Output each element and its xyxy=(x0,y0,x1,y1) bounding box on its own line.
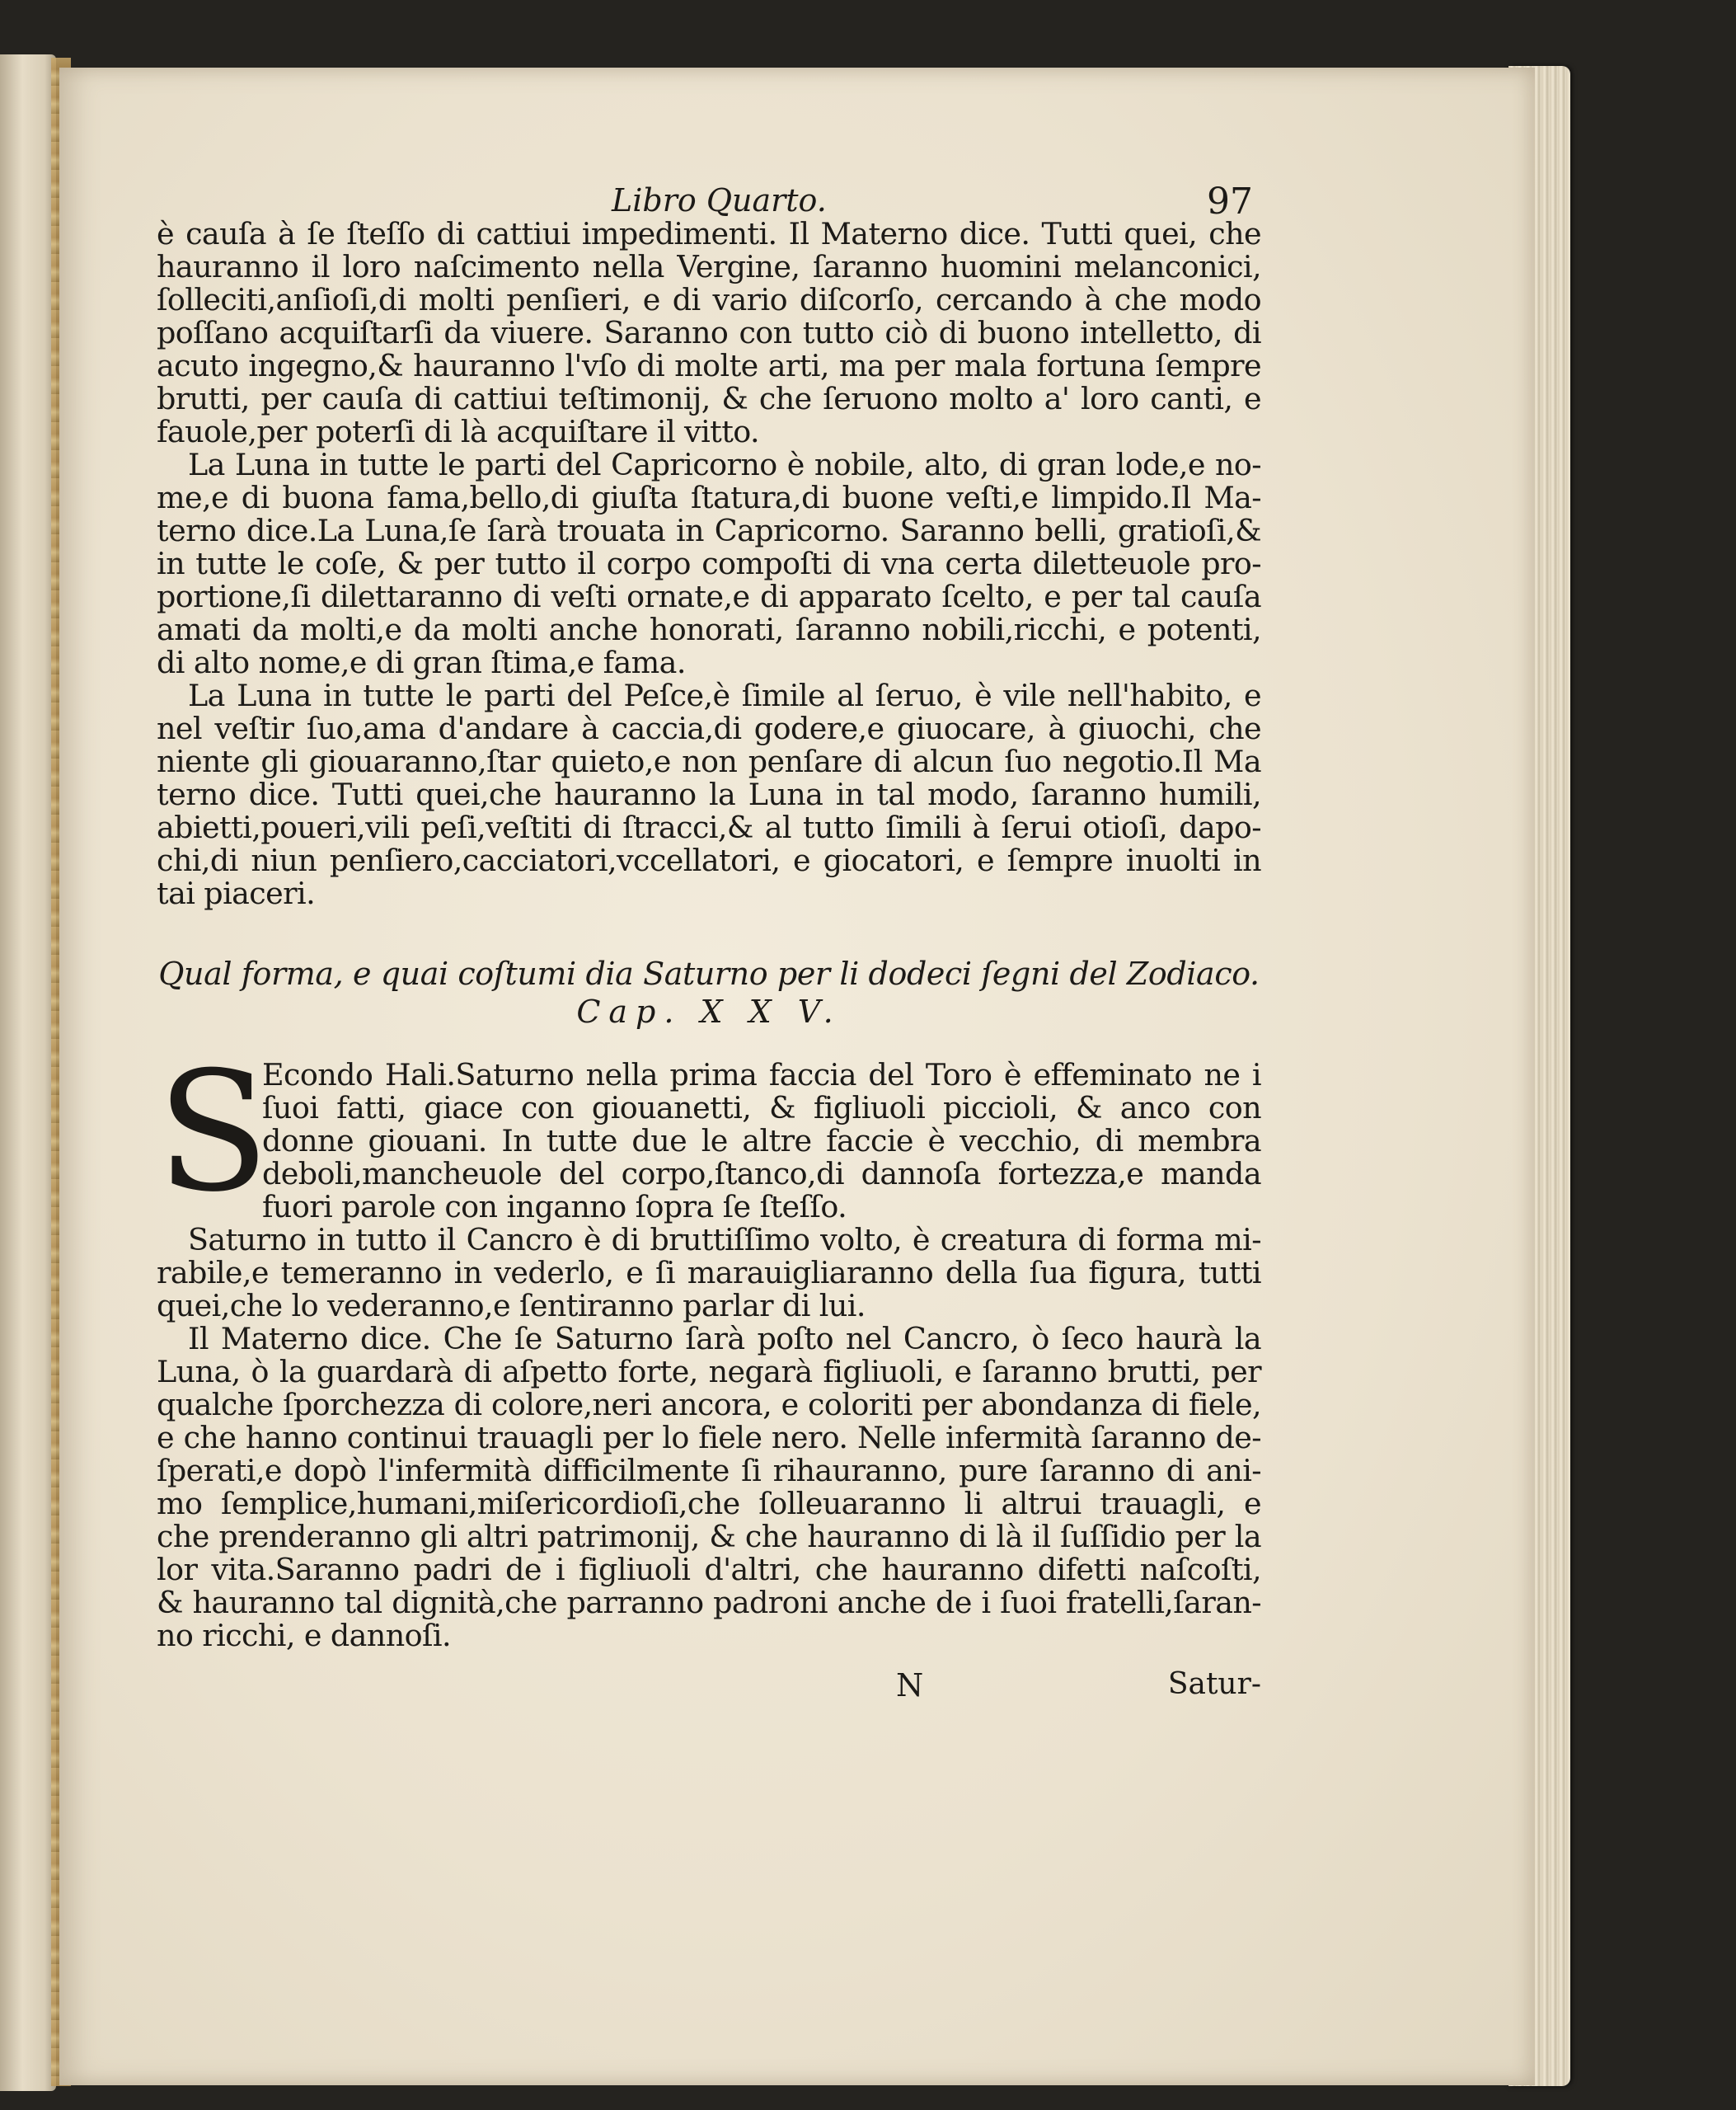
previous-page-edge xyxy=(0,54,56,2091)
text-line: & hauranno tal dignità,che parranno padroni anche de i ſuoi fratelli,ſaran- xyxy=(157,1585,1261,1620)
text-line: mo ſemplice,humani,miſericordioſi,che ſolleuaranno li altrui trauagli, e xyxy=(157,1486,1261,1521)
text-line: terno dice.La Luna,ſe ſarà trouata in Capricorno. Saranno belli, gratioſi,& xyxy=(157,513,1261,548)
text-line: no ricchi, e dannoſi. xyxy=(157,1618,451,1653)
text-line: poſſano acquiſtarſi da viuere. Saranno con tutto ciò di buono intelletto, di xyxy=(157,315,1261,350)
text-line: La Luna in tutte le parti del Capricorno è nobile, alto, di gran lode,e no- xyxy=(188,447,1261,482)
paragraph-cancer xyxy=(157,1224,1261,1323)
text-line: Luna, ò la guardarà di aſpetto forte, negarà figliuoli, e ſaranno brutti, per xyxy=(157,1354,1261,1389)
text-line: ſperati,e dopò l'infermità difficilmente ſi rihauranno, pure ſaranno di ani- xyxy=(157,1453,1261,1488)
paragraph-virgo xyxy=(157,218,1261,449)
drop-cap: S xyxy=(157,1036,270,1229)
text-line: lor vita.Saranno padri de i figliuoli d'altri, che hauranno difetti naſcoſti, xyxy=(157,1552,1261,1587)
text-line: Econdo Hali.Saturno nella prima faccia del Toro è effeminato ne i xyxy=(262,1057,1261,1093)
page-footer xyxy=(157,1667,1261,1708)
catchword: Satur- xyxy=(1167,1667,1261,1701)
text-line: hauranno il loro naſcimento nella Vergine, ſaranno huomini melanconici, xyxy=(157,249,1261,284)
text-line: abietti,poueri,vili peſi,veſtiti di ſtracci,& al tutto ſimili à ſerui otioſi, dapo- xyxy=(157,810,1261,845)
text-line: rabile,e temeranno in vederlo, e ſi marauigliaranno della ſua figura, tutti xyxy=(157,1255,1261,1290)
text-line: ſuoi fatti, giace con giouanetti, & figliuoli piccioli, & anco con xyxy=(262,1090,1261,1125)
chapter-title: Qual forma, e quai coſtumi dia Saturno per li dodeci ſegni del Zodiaco. xyxy=(158,956,1260,992)
running-head xyxy=(157,181,1261,223)
text-line: qualche ſporchezza di colore,neri ancora, e coloriti per abondanza di fiele, xyxy=(157,1387,1261,1422)
text-line: fuori parole con inganno ſopra ſe ſteſſo. xyxy=(262,1189,847,1224)
text-line: niente gli giouaranno,ſtar quieto,e non penſare di alcun ſuo negotio.Il Ma xyxy=(157,744,1261,779)
page-number: 97 xyxy=(1207,181,1253,223)
text-line: amati da molti,e da molti anche honorati, ſaranno nobili,ricchi, e potenti, xyxy=(157,612,1261,647)
paragraph-taurus xyxy=(157,1036,1261,1229)
paragraph-capricorn xyxy=(157,449,1261,679)
text-line: Saturno in tutto il Cancro è di bruttiſſimo volto, è creatura di forma mi- xyxy=(188,1222,1261,1257)
text-line: nel veſtir ſuo,ama d'andare à caccia,di godere,e giuocare, à giuochi, che xyxy=(157,711,1261,746)
text-line: portione,ſi dilettaranno di veſti ornate,e di apparato ſcelto, e per tal cauſa xyxy=(157,579,1261,614)
text-line: e che hanno continui trauagli per lo fiele nero. Nelle infermità ſaranno de- xyxy=(157,1420,1261,1455)
text-line: chi,di niun penſiero,cacciatori,vccellatori, e giocatori, e ſempre inuolti in xyxy=(157,843,1261,878)
text-line: donne giouani. In tutte due le altre faccie è vecchio, di membra xyxy=(262,1123,1261,1158)
running-title: Libro Quarto. xyxy=(612,182,827,219)
text-line: deboli,mancheuole del corpo,ſtanco,di dannoſa fortezza,e manda xyxy=(262,1156,1261,1191)
text-line: La Luna in tutte le parti del Peſce,è ſimile al ſeruo, è vile nell'habito, e xyxy=(188,678,1261,713)
text-line: è cauſa à ſe ſteſſo di cattiui impedimenti. Il Materno dice. Tutti quei, che xyxy=(157,216,1261,251)
text-line: di alto nome,e di gran ſtima,e fama. xyxy=(157,645,686,680)
book-page xyxy=(59,68,1535,2085)
text-line: me,e di buona fama,bello,di giuſta ſtatura,di buone veſti,e limpido.Il Ma- xyxy=(157,480,1261,515)
text-line: tai piaceri. xyxy=(157,876,316,911)
text-line: che prenderanno gli altri patrimonij, & che hauranno di là il ſuſſidio per la xyxy=(157,1519,1261,1554)
text-line: fauole,per poterſi di là acquiſtare il vitto. xyxy=(157,414,760,449)
text-line: Il Materno dice. Che ſe Saturno ſarà poſto nel Cancro, ò ſeco haurà la xyxy=(188,1321,1261,1356)
paragraph-pisces xyxy=(157,679,1261,910)
signature-mark: N xyxy=(896,1667,924,1704)
chapter-number: Cap. X X V. xyxy=(576,994,842,1030)
text-line: acuto ingegno,& hauranno l'vſo di molte arti, ma per mala fortuna ſempre xyxy=(157,348,1261,383)
paragraph-materno xyxy=(157,1323,1261,1652)
text-line: quei,che lo vederanno,e ſentiranno parlar di lui. xyxy=(157,1288,866,1323)
text-line: ſolleciti,anſioſi,di molti penſieri, e di vario diſcorſo, cercando à che modo xyxy=(157,282,1261,317)
text-block xyxy=(157,183,1261,1708)
text-line: terno dice. Tutti quei,che hauranno la Luna in tal modo, ſaranno humili, xyxy=(157,777,1261,812)
text-line: in tutte le coſe, & per tutto il corpo compoſti di vna certa diletteuole pro- xyxy=(157,546,1261,581)
text-line: brutti, per cauſa di cattiui teſtimonij, & che ſeruono molto a' loro canti, e xyxy=(157,381,1261,416)
